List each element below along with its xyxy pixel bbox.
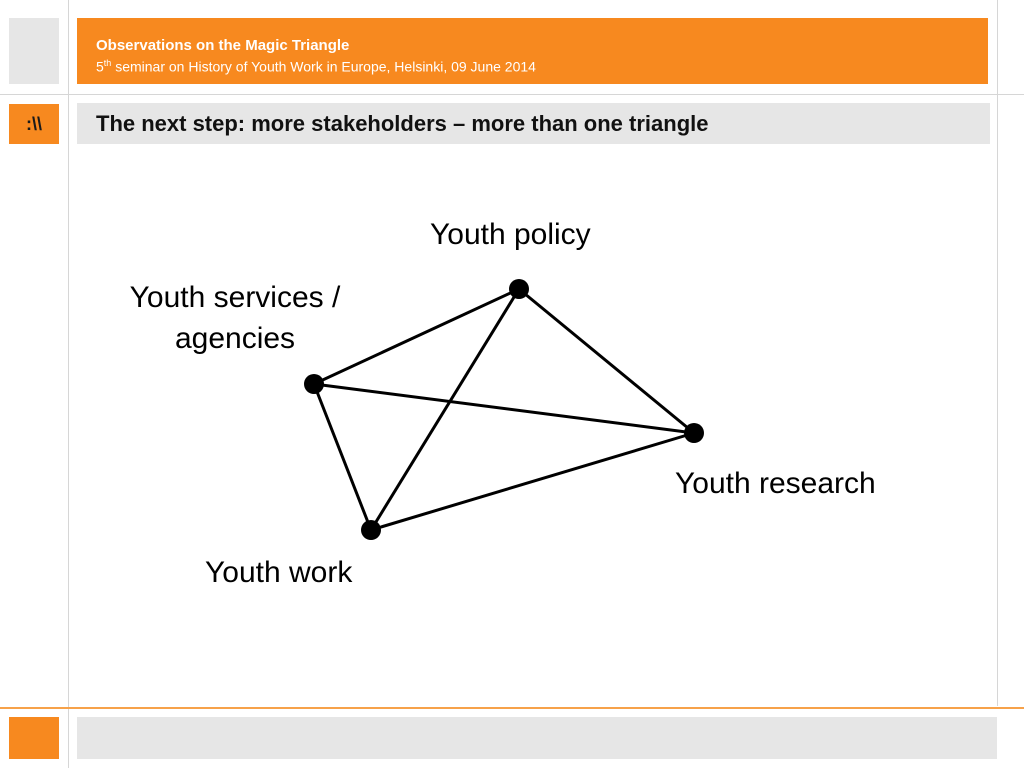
node-work (361, 520, 381, 540)
node-label-youth-services (110, 277, 360, 359)
logo: :\\ (9, 104, 59, 144)
slide-title: The next step: more stakeholders – more than one triangle (96, 111, 709, 136)
footer-divider (0, 707, 1024, 709)
node-label-youth-work: Youth work (205, 556, 353, 589)
subtitle-superscript: th (103, 58, 112, 68)
edge-policy-research (519, 289, 694, 433)
node-research (684, 423, 704, 443)
node-policy (509, 279, 529, 299)
edge-services-work (314, 384, 371, 530)
edge-work-research (371, 433, 694, 530)
footer-side-box (9, 717, 59, 759)
node-services (304, 374, 324, 394)
node-label-youth-policy: Youth policy (430, 218, 591, 251)
subtitle-number: 5 (96, 58, 104, 75)
edge-work-policy (371, 289, 519, 530)
node-label-youth-services-text: Youth services / agencies (129, 281, 341, 355)
node-label-youth-research: Youth research (675, 467, 876, 500)
edge-services-research (314, 384, 694, 433)
header-title: Observations on the Magic Triangle (96, 37, 350, 54)
diagram-edges (314, 289, 694, 530)
subtitle-text: seminar on History of Youth Work in Europe, Helsinki, 09 June 2014 (111, 58, 536, 75)
footer-bar (77, 717, 997, 759)
